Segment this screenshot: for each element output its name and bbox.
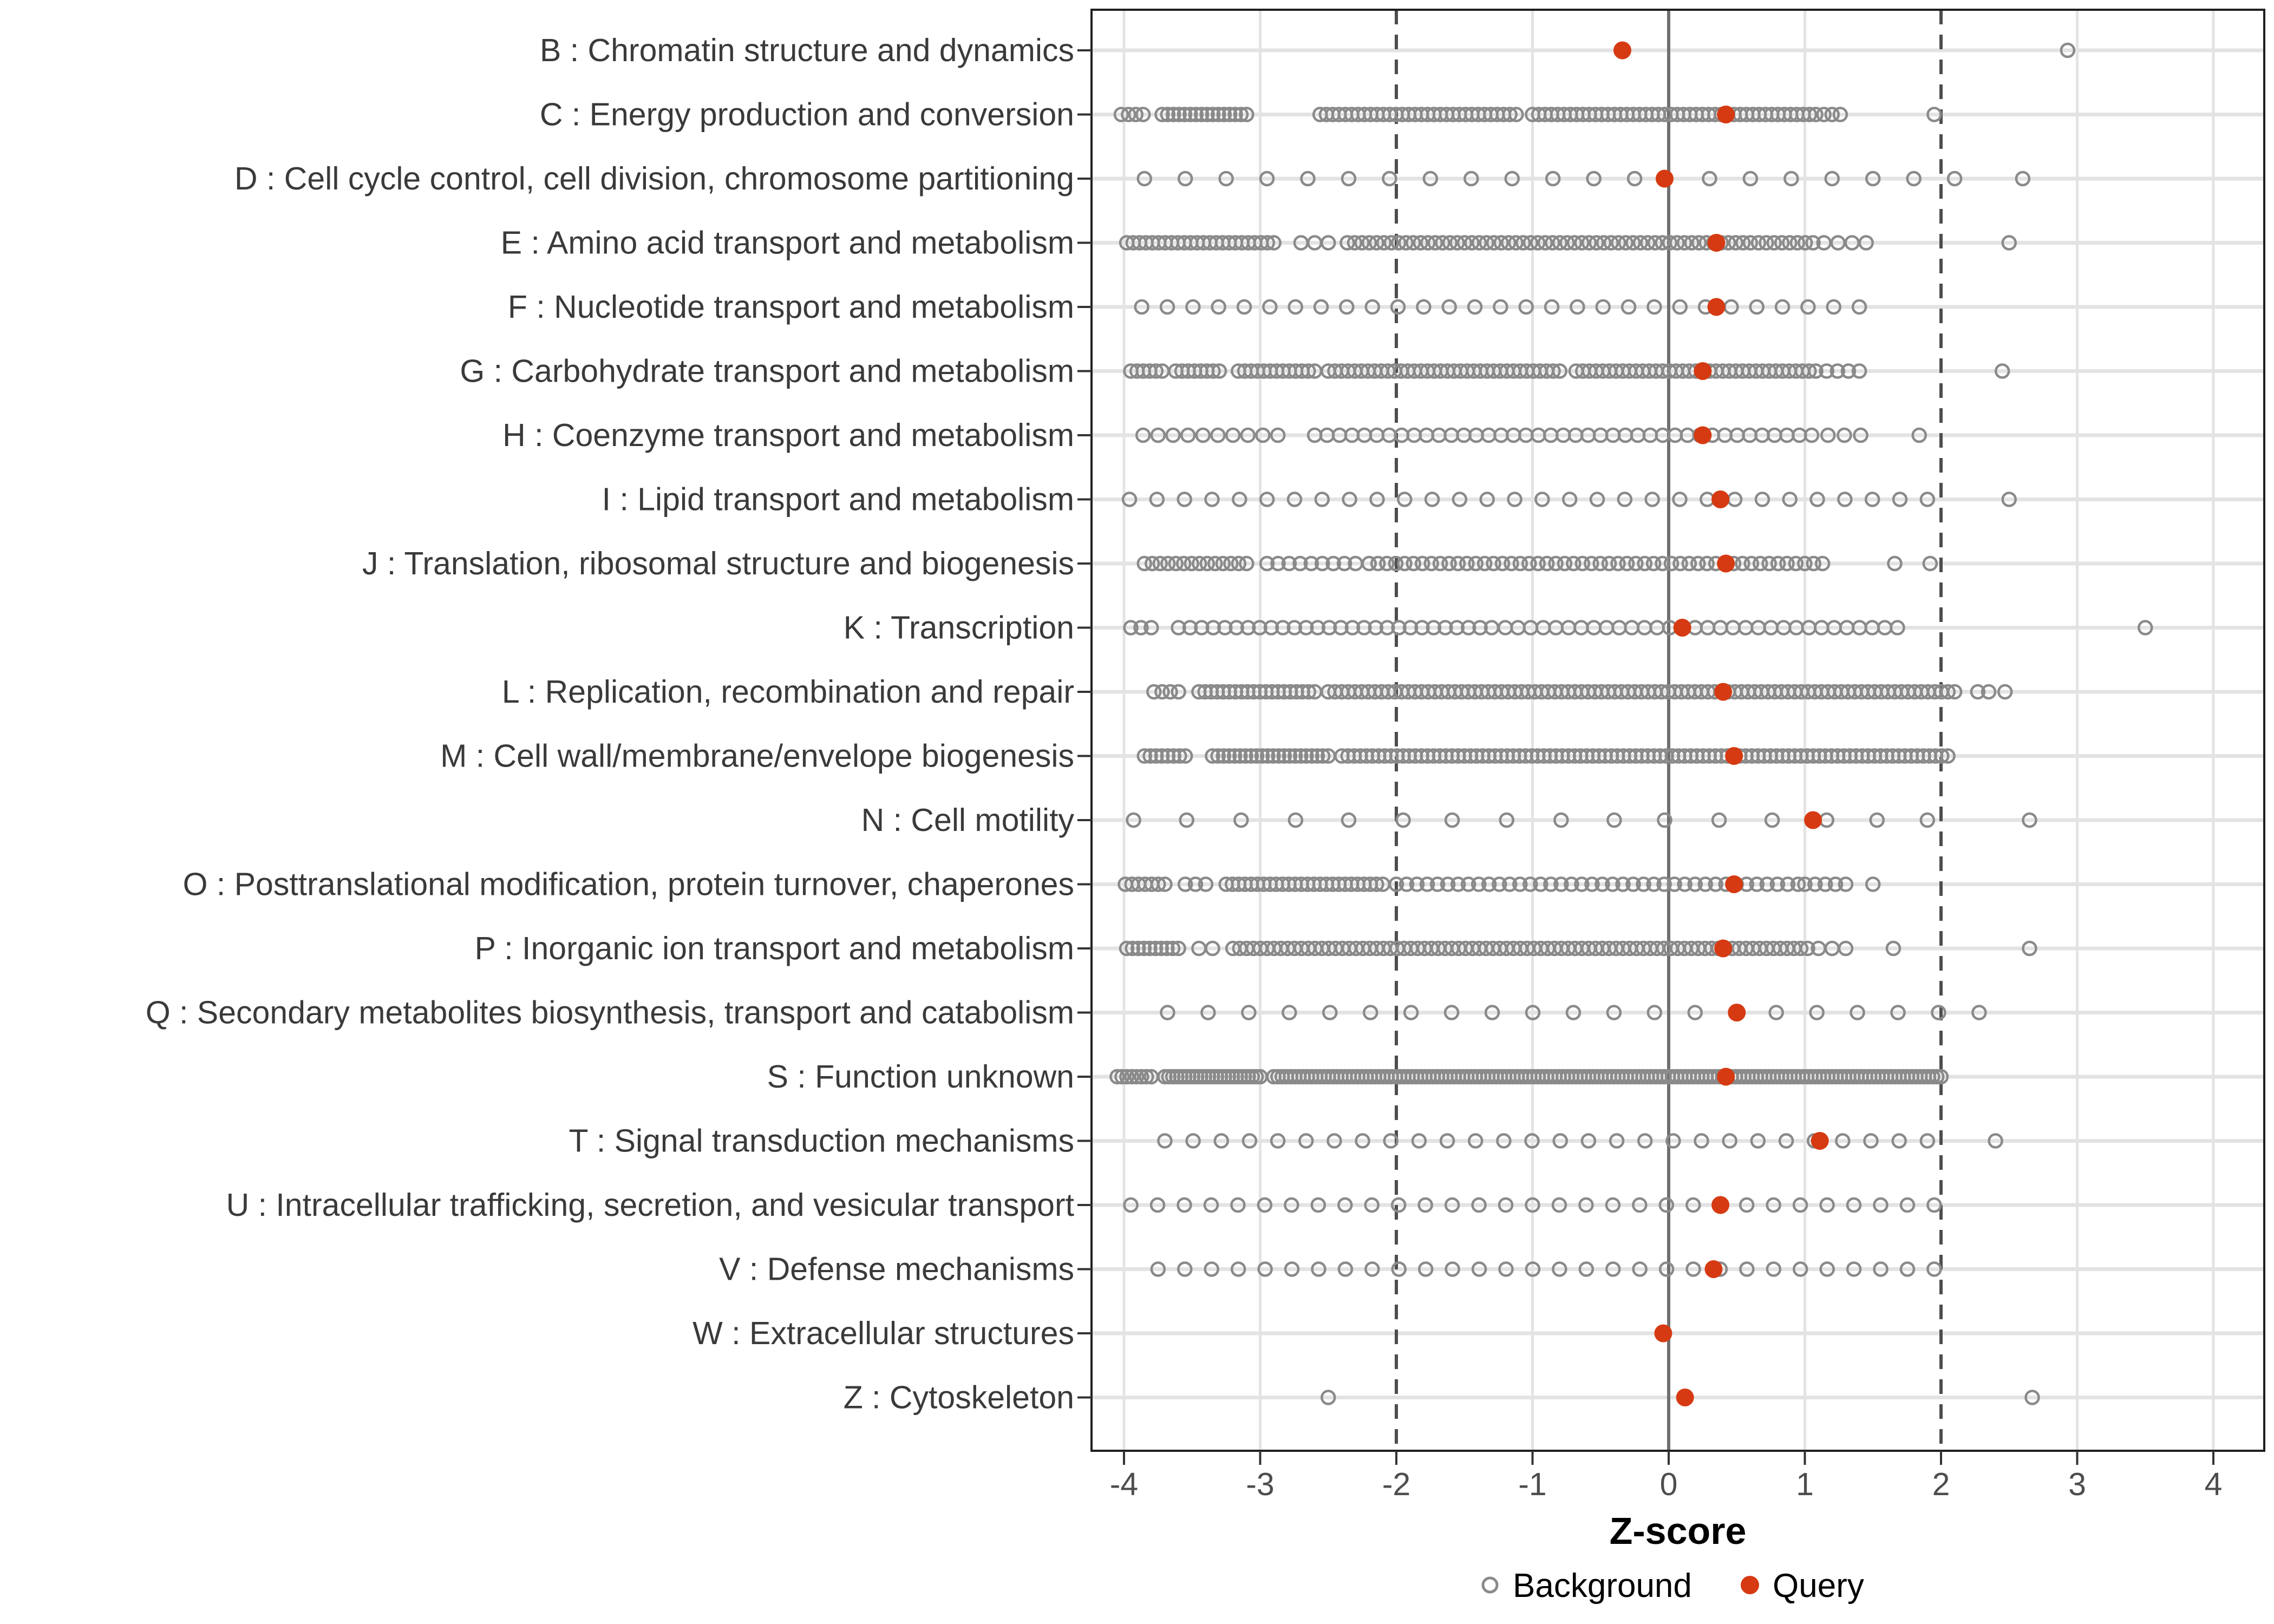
category-label: K : Transcription	[843, 610, 1074, 646]
legend-query-label: Query	[1773, 1567, 1864, 1605]
query-point	[1613, 42, 1631, 60]
query-point	[1717, 555, 1735, 573]
query-point	[1714, 940, 1732, 958]
query-point	[1708, 234, 1726, 252]
x-tick-label: 3	[2068, 1466, 2086, 1502]
category-label: B : Chromatin structure and dynamics	[539, 32, 1074, 68]
category-label: U : Intracellular trafficking, secretion, and vesicular transport	[226, 1187, 1074, 1223]
query-point	[1674, 619, 1691, 637]
query-point	[1725, 747, 1743, 765]
gridlines	[1092, 10, 2264, 1451]
query-point	[1717, 106, 1735, 123]
category-label: O : Posttranslational modification, protein turnover, chaperones	[182, 866, 1074, 902]
category-label: P : Inorganic ion transport and metabolism	[474, 931, 1074, 966]
legend-background-label: Background	[1513, 1567, 1692, 1605]
query-point	[1714, 683, 1732, 701]
category-label: G : Carbohydrate transport and metabolism	[460, 353, 1074, 389]
category-label: T : Signal transduction mechanisms	[568, 1123, 1074, 1159]
category-label: I : Lipid transport and metabolism	[602, 481, 1074, 518]
category-label: V : Defense mechanisms	[719, 1251, 1074, 1287]
x-tick-label: 4	[2204, 1466, 2223, 1502]
category-label: L : Replication, recombination and repair	[501, 674, 1074, 710]
category-axis	[146, 32, 1092, 1416]
query-point	[1717, 1068, 1735, 1086]
query-point	[1676, 1389, 1694, 1406]
category-label: D : Cell cycle control, cell division, chromosome partitioning	[234, 161, 1074, 197]
query-point	[1704, 1260, 1722, 1278]
x-tick-label: 1	[1796, 1466, 1814, 1502]
query-point	[1811, 1132, 1829, 1150]
category-label: W : Extracellular structures	[692, 1315, 1074, 1351]
query-point	[1694, 427, 1711, 444]
legend	[1483, 1567, 1864, 1605]
x-tick-label: -1	[1518, 1466, 1547, 1502]
x-tick-label: 0	[1659, 1466, 1678, 1502]
x-tick-label: -2	[1382, 1466, 1411, 1502]
category-label: Z : Cytoskeleton	[843, 1379, 1074, 1416]
axis-ticks	[1110, 1451, 2223, 1502]
x-axis-title: Z-score	[1609, 1510, 1747, 1552]
category-label: Q : Secondary metabolites biosynthesis, transport and catabolism	[145, 994, 1074, 1031]
query-point	[1708, 298, 1726, 316]
x-tick-label: 2	[1932, 1466, 1950, 1502]
query-point	[1656, 170, 1674, 188]
category-label: S : Function unknown	[767, 1059, 1074, 1095]
query-point	[1654, 1325, 1672, 1343]
legend-query-icon	[1741, 1576, 1759, 1594]
query-point	[1728, 1004, 1746, 1021]
panel-background	[1092, 10, 2264, 1451]
category-label: N : Cell motility	[861, 802, 1074, 838]
query-point	[1804, 811, 1822, 829]
category-label: E : Amino acid transport and metabolism	[500, 225, 1074, 261]
category-label: J : Translation, ribosomal structure and biogenesis	[362, 546, 1074, 581]
query-point	[1725, 875, 1743, 893]
x-tick-label: -3	[1246, 1466, 1275, 1502]
legend-background-icon	[1483, 1578, 1497, 1592]
category-label: M : Cell wall/membrane/envelope biogenesis	[440, 738, 1074, 774]
category-label: H : Coenzyme transport and metabolism	[502, 417, 1074, 453]
x-tick-label: -4	[1109, 1466, 1139, 1502]
query-point	[1711, 1196, 1729, 1214]
query-point	[1694, 362, 1711, 380]
query-point	[1711, 490, 1729, 508]
category-label: C : Energy production and conversion	[539, 96, 1074, 133]
category-label: F : Nucleotide transport and metabolism	[507, 289, 1074, 325]
